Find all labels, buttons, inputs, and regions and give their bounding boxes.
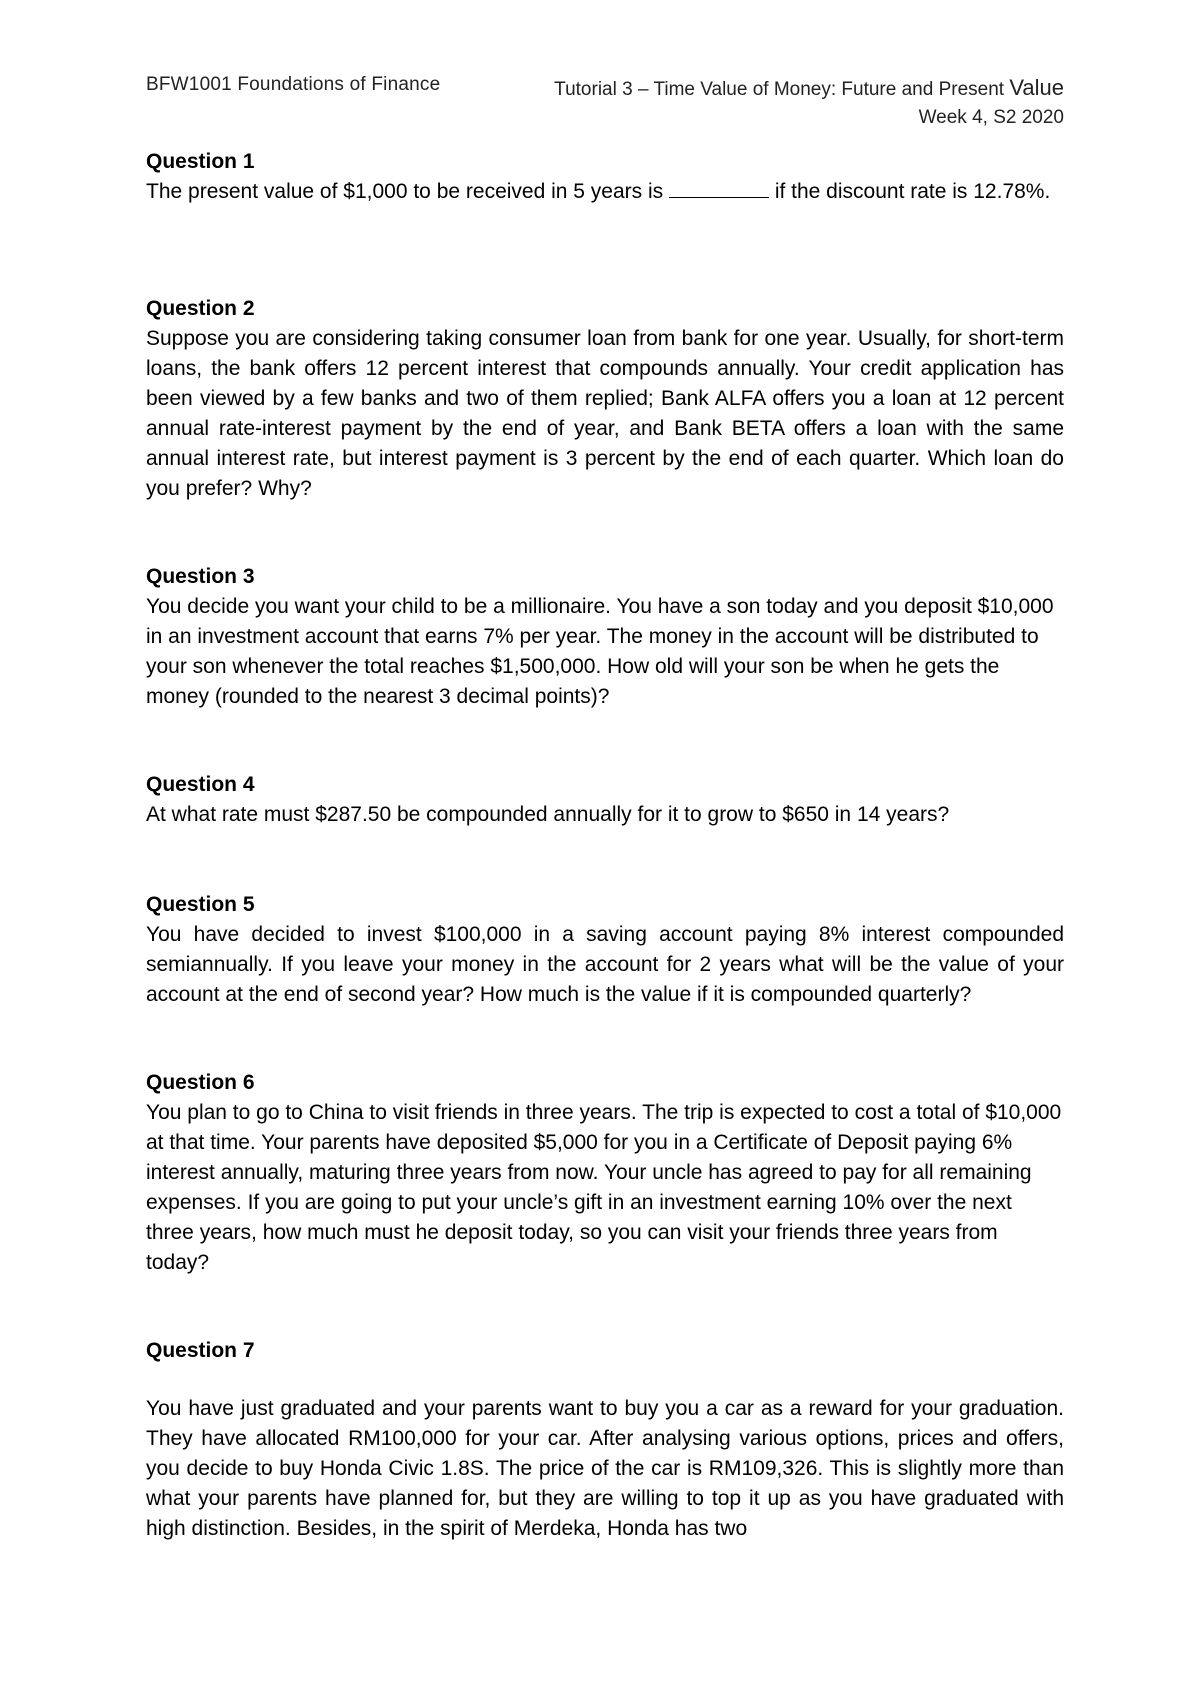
question-7 <box>146 1336 1064 1544</box>
question-3 <box>146 562 1064 712</box>
question-title: Question 3 <box>146 565 255 588</box>
question-body <box>146 177 1064 207</box>
tutorial-title-main: Tutorial 3 – Time Value of Money: Future and Present <box>554 79 1010 100</box>
question-4 <box>146 770 1064 830</box>
question-5 <box>146 890 1064 1010</box>
tutorial-title-last: Value <box>1009 75 1064 100</box>
week-label: Week 4, S2 2020 <box>918 107 1064 128</box>
tutorial-title <box>554 74 1064 104</box>
question-body: You have decided to invest $100,000 in a saving account paying 8% interest compounded semiannually. If you leave your money in the account for 2 years what will be the value of your account at the end of second year? How much is the value if it is compounded quarterly? <box>146 923 1064 1006</box>
course-header: BFW1001 Foundations of Finance <box>146 74 441 95</box>
question-6 <box>146 1068 1064 1278</box>
question-body: At what rate must $287.50 be compounded annually for it to grow to $650 in 14 years? <box>146 803 950 826</box>
question-body: You decide you want your child to be a millionaire. You have a son today and you deposit $10,000 in an investment account that earns 7% per year. The money in the account will be distributed to your son whenever the total reaches $1,500,000. How old will your son be when he gets the money (rounded to the nearest 3 decimal points)? <box>146 595 1054 708</box>
question-body-after: if the discount rate is 12.78%. <box>768 180 1051 203</box>
question-body-before: The present value of $1,000 to be received in 5 years is <box>146 180 669 203</box>
question-title: Question 2 <box>146 297 255 320</box>
question-1 <box>146 147 1064 207</box>
question-title: Question 6 <box>146 1071 255 1094</box>
question-title: Question 4 <box>146 773 255 796</box>
answer-blank <box>669 179 769 198</box>
tutorial-header <box>554 74 1064 132</box>
question-title: Question 1 <box>146 150 255 173</box>
question-body: Suppose you are considering taking consumer loan from bank for one year. Usually, for short-term loans, the bank offers 12 percent interest that compounds annually. Your credit application has been viewed by a few banks and two of them replied; Bank ALFA offers you a loan at 12 percent annual rate-interest payment by the end of year, and Bank BETA offers a loan with the same annual interest rate, but interest payment is 3 percent by the end of each quarter. Which loan do you prefer? Why? <box>146 327 1064 500</box>
question-title: Question 7 <box>146 1339 255 1362</box>
question-2 <box>146 294 1064 504</box>
question-body: You plan to go to China to visit friends in three years. The trip is expected to cost a total of $10,000 at that time. Your parents have deposited $5,000 for you in a Certificate of Deposit paying 6% interest annually, maturing three years from now. Your uncle has agreed to pay for all remaining expenses. If you are going to put your uncle’s gift in an investment earning 10% over the next three years, how much must he deposit today, so you can visit your friends three years from today? <box>146 1101 1062 1274</box>
question-title: Question 5 <box>146 893 255 916</box>
question-body: You have just graduated and your parents want to buy you a car as a reward for your graduation. They have allocated RM100,000 for your car. After analysing various options, prices and offers, you decide to buy Honda Civic 1.8S. The price of the car is RM109,326. This is slightly more than what your parents have planned for, but they are willing to top it up as you have graduated with high distinction. Besides, in the spirit of Merdeka, Honda has two <box>146 1397 1064 1540</box>
